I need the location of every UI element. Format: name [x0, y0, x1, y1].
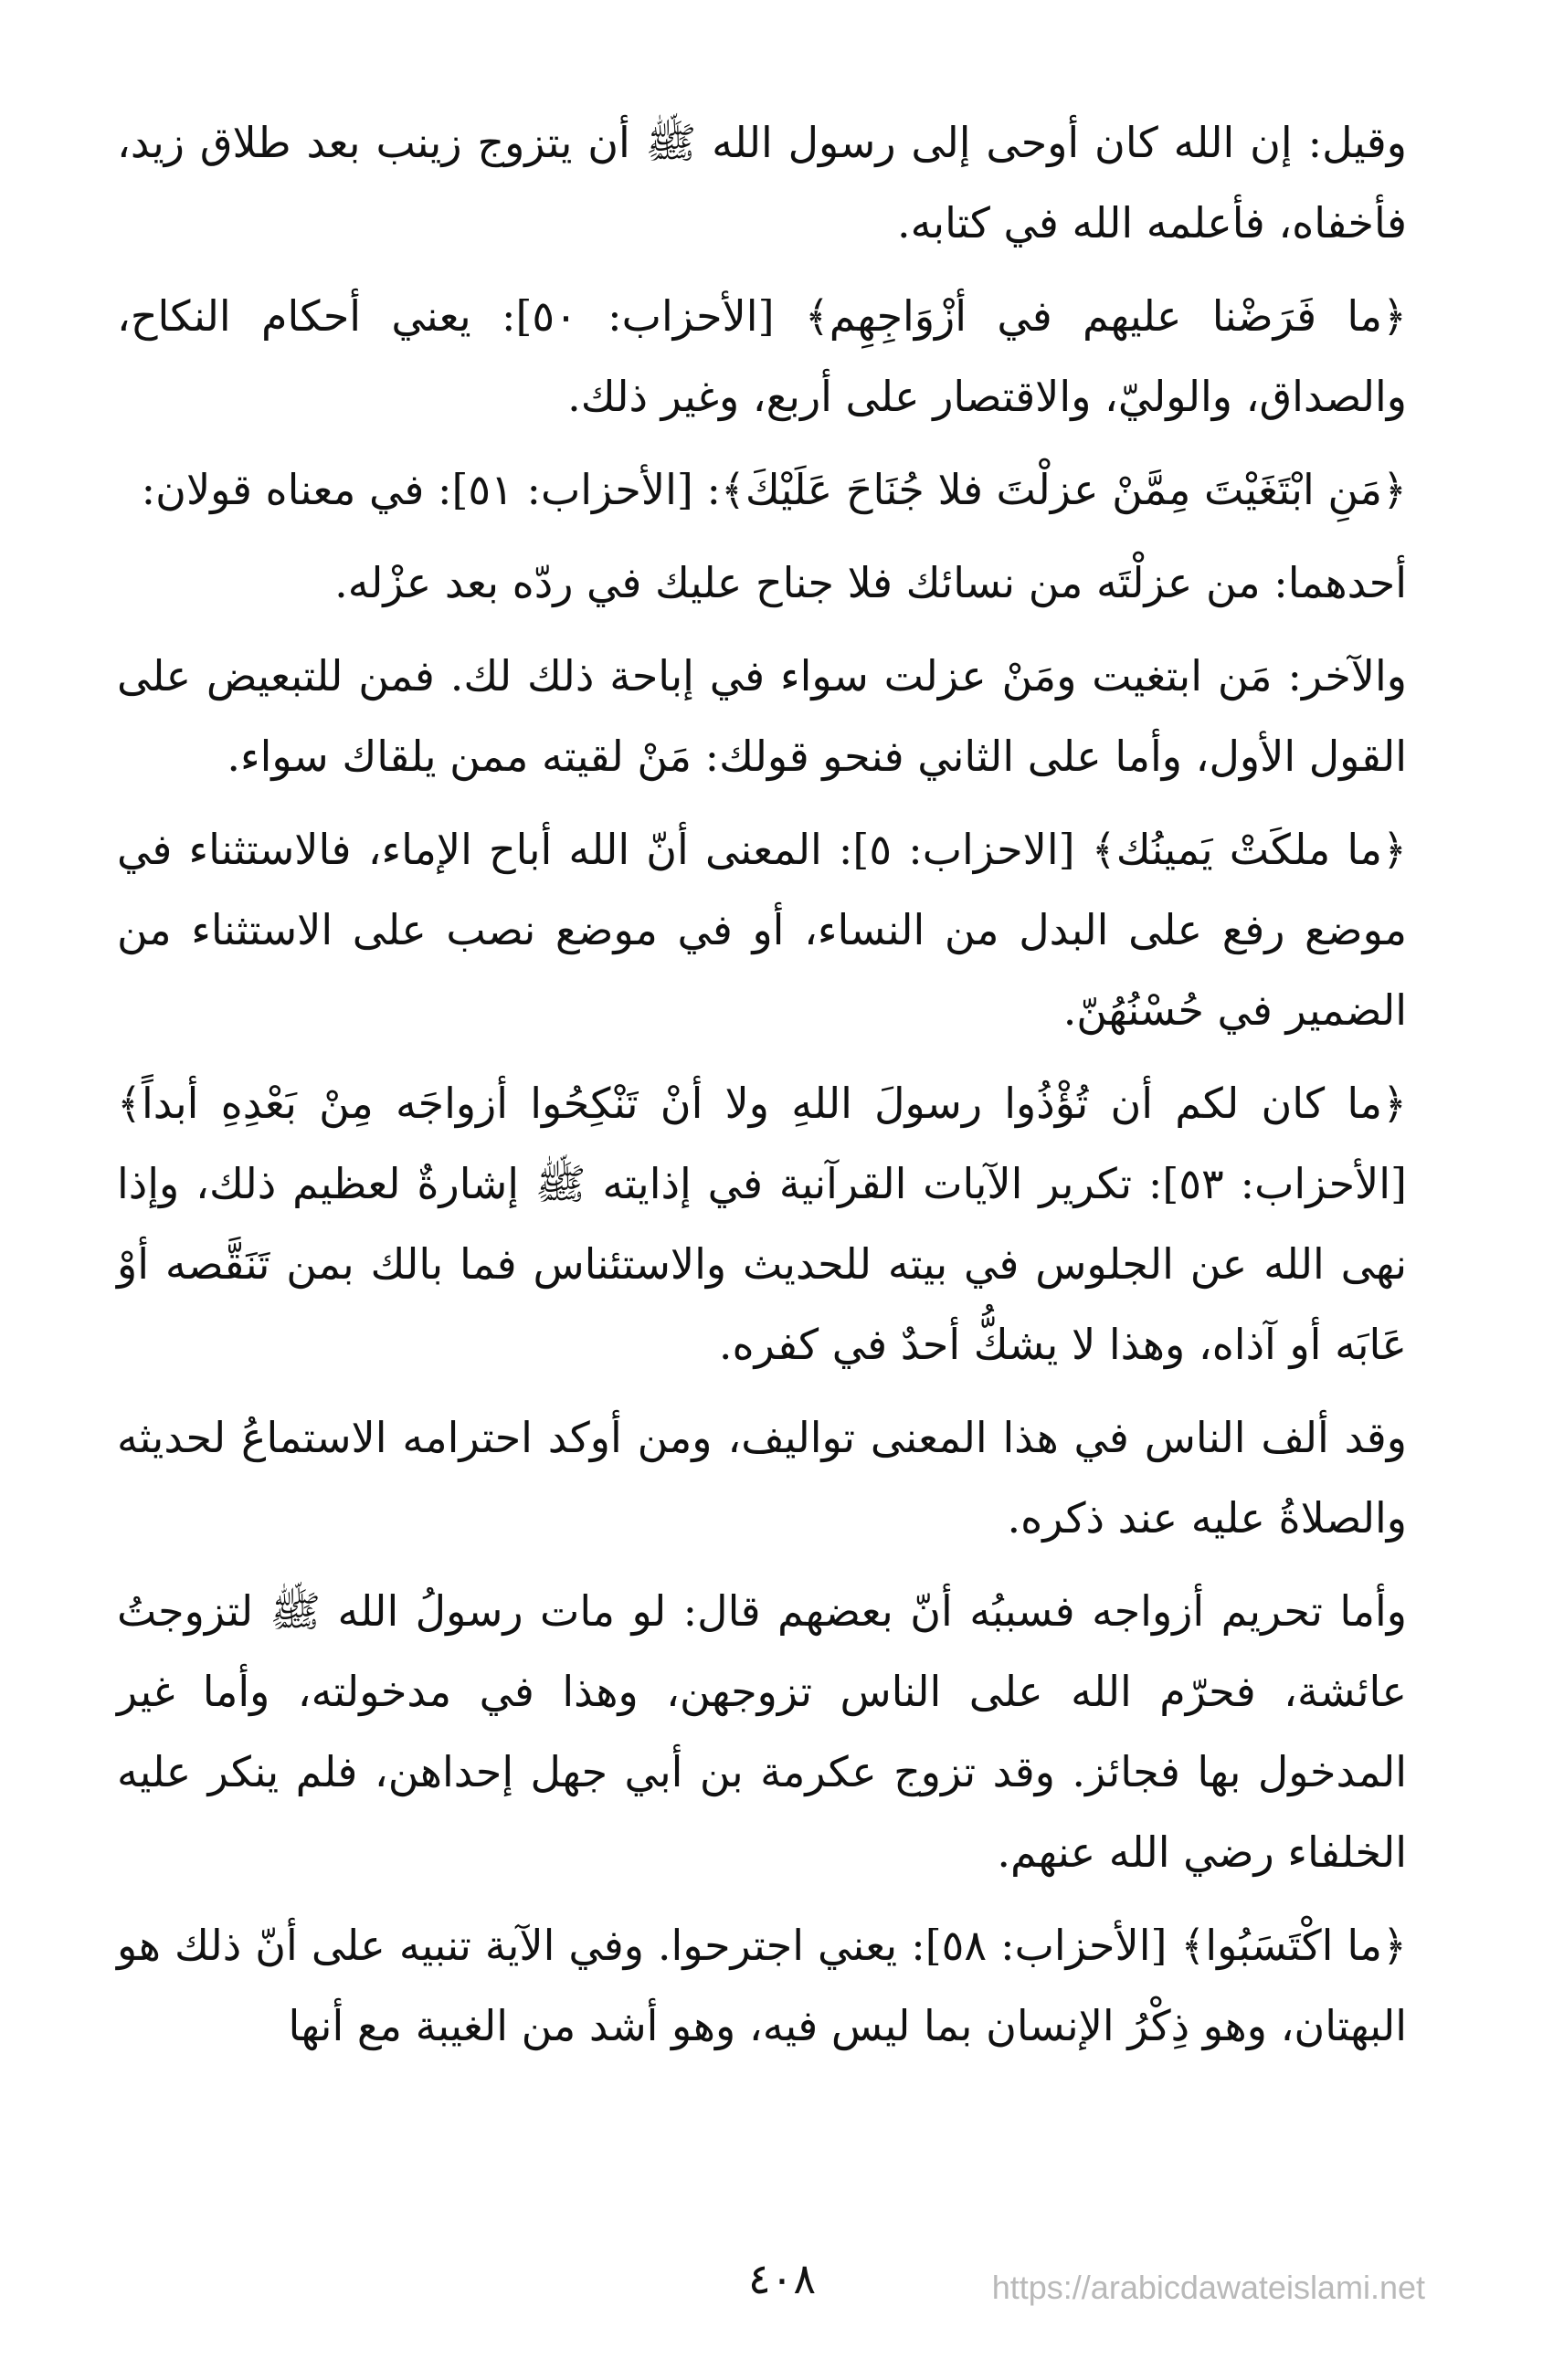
paragraph-tu-dhu: ﴿ما كان لكم أن تُؤْذُوا رسولَ اللهِ ولا أنْ تَنْكِحُوا أزواجَه مِنْ بَعْدِهِ أبداً﴾ [الأحزاب: ٥٣]: تكرير الآيات القرآنية في إذايته ﷺ إشارةٌ لعظيم ذلك، وإذا نهى الله عن الجلوس في بيته للحديث والاستئناس فما بالك بمن تَنَقَّصه أوْ عَابَه أو آذاه، وهذا لا يشكُّ أحدٌ في كفره. [117, 1079, 1407, 1369]
paragraph-ibtaghayta: ﴿مَنِ ابْتَغَيْتَ مِمَّنْ عزلْتَ فلا جُنَاحَ عَلَيْكَ﴾: [الأحزاب: ٥١]: في معناه قولان: [141, 465, 1407, 514]
page-number: ٤٠٨ [747, 2254, 817, 2303]
paragraph-faradna: ﴿ما فَرَضْنا عليهم في أزْوَاجِهِم﴾ [الأحزاب: ٥٠]: يعني أحكام النكاح، والصداق، والوليّ، والاقتصار على أربع، وغير ذلك. [117, 291, 1407, 421]
paragraph-malakat: ﴿ما ملكَتْ يَمينُك﴾ [الاحزاب: ٥]: المعنى أنّ الله أباح الإماء، فالاستثناء في موضع رفع على البدل من النساء، أو في موضع نصب على الاستثناء من الضمير في حُسْنُهُنّ. [117, 825, 1407, 1035]
paragraph-tawalif: وقد ألف الناس في هذا المعنى تواليف، ومن أوكد احترامه الاستماعُ لحديثه والصلاةُ عليه عند ذكره. [117, 1413, 1407, 1543]
page-body [117, 102, 1407, 2079]
paragraph-iktasabu: ﴿ما اكْتَسَبُوا﴾ [الأحزاب: ٥٨]: يعني اجترحوا. وفي الآية تنبيه على أنّ ذلك هو البهتان، وهو ذِكْرُ الإنسان بما ليس فيه، وهو أشد من الغيبة مع أنها [117, 1921, 1407, 2050]
paragraph-tahrim: وأما تحريم أزواجه فسببُه أنّ بعضهم قال: لو مات رسولُ الله ﷺ لتزوجتُ عائشة، فحرّم الله على الناس تزوجهن، وهذا في مدخولته، وأما غير المدخول بها فجائز. وقد تزوج عكرمة بن أبي جهل إحداهن، فلم ينكر عليه الخلفاء رضي الله عنهم. [117, 1586, 1407, 1877]
paragraph-zainab: وقيل: إن الله كان أوحى إلى رسول الله ﷺ أن يتزوج زينب بعد طلاق زيد، فأخفاه، فأعلمه الله في كتابه. [117, 118, 1407, 247]
paragraph-first-opinion: أحدهما: من عزلْتَه من نسائك فلا جناح عليك في ردّه بعد عزْله. [334, 558, 1407, 607]
watermark-url: https://arabicdawateislami.net [991, 2269, 1425, 2306]
paragraph-second-opinion: والآخر: مَن ابتغيت ومَنْ عزلت سواء في إباحة ذلك لك. فمن للتبعيض على القول الأول، وأما على الثاني فنحو قولك: مَنْ لقيته ممن يلقاك سواء. [117, 651, 1407, 781]
